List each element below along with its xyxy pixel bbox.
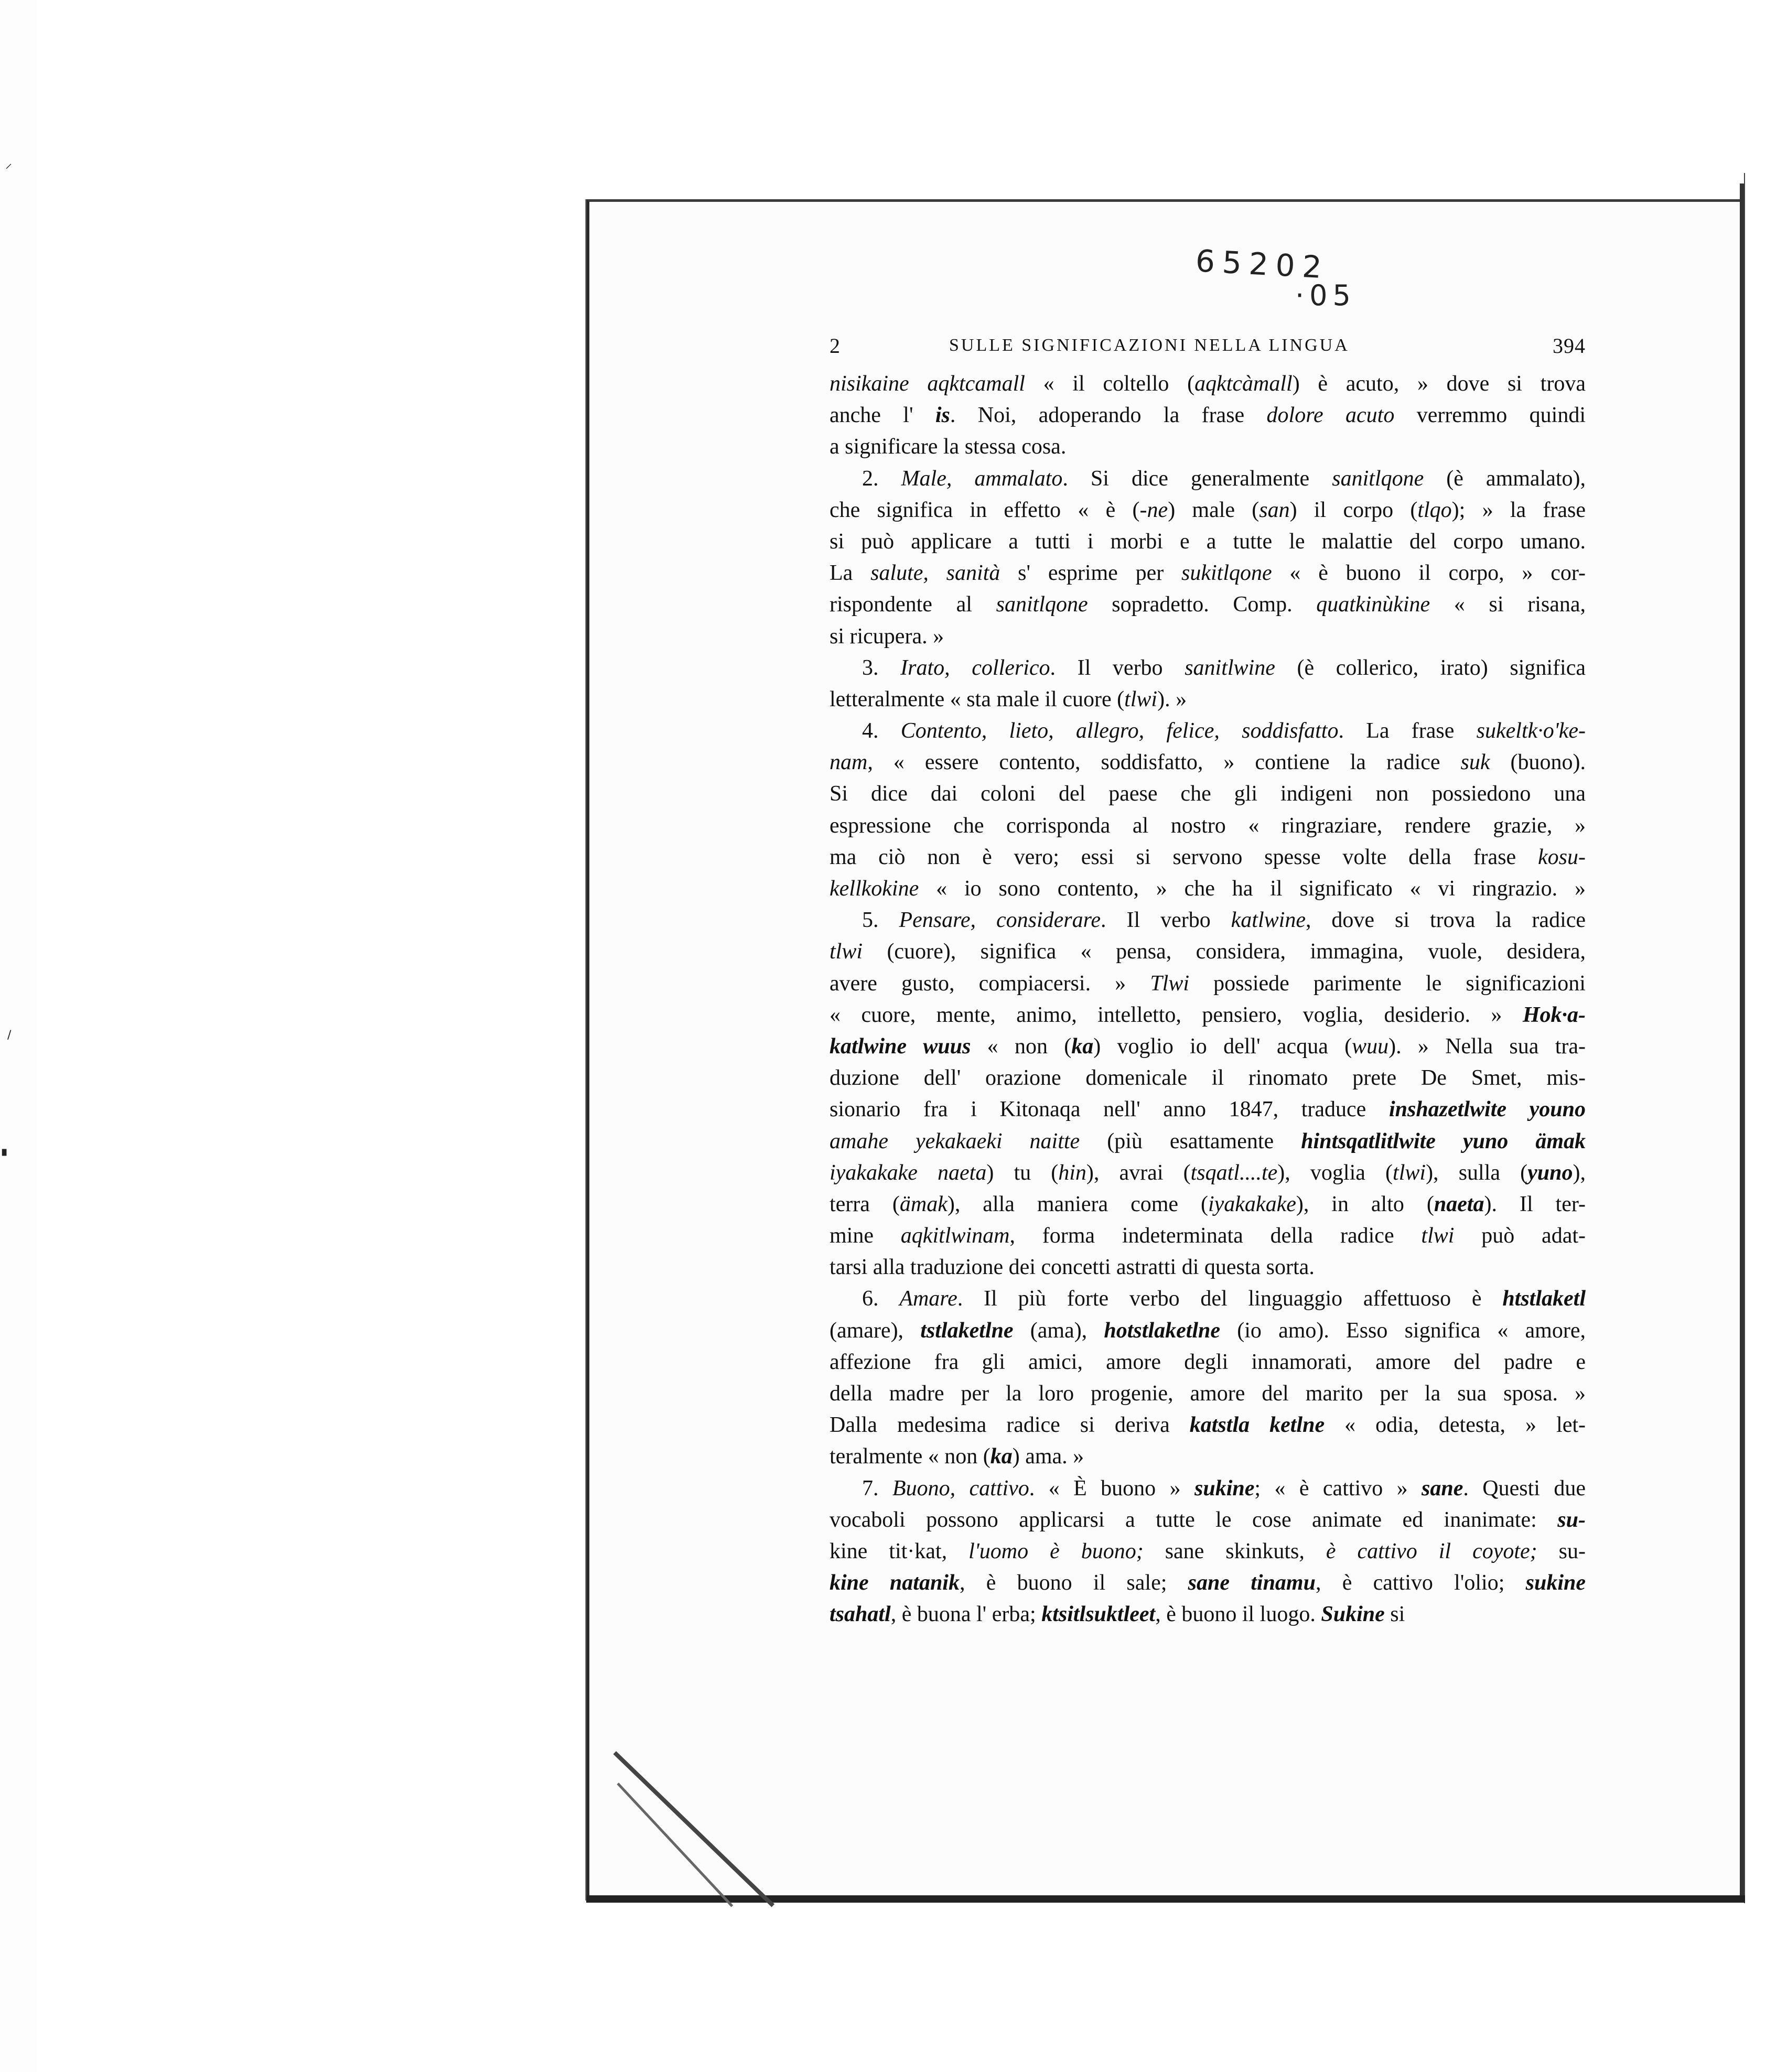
- text-run: s' esprime per: [1000, 561, 1181, 586]
- text-line: [830, 1315, 1586, 1346]
- italic-term: ne: [1147, 498, 1168, 522]
- italic-term: amahe yekakaeki naitte: [830, 1129, 1080, 1153]
- italic-term: sukine: [1525, 1571, 1586, 1595]
- text-run: ),: [1573, 1160, 1586, 1185]
- italic-term: Hok·a-: [1522, 1002, 1586, 1027]
- text-run: sopradetto. Comp.: [1088, 592, 1317, 617]
- italic-term: sukine: [1194, 1476, 1255, 1501]
- italic-term: sanitlqone: [996, 592, 1088, 617]
- text-line: [830, 999, 1586, 1031]
- text-run: « si risana,: [1430, 592, 1586, 617]
- text-run: . Noi, adoperando la frase: [950, 403, 1267, 428]
- italic-term: ka: [990, 1444, 1013, 1469]
- text-line: [830, 1189, 1586, 1220]
- text-run: ) voglio io dell' acqua (: [1093, 1034, 1352, 1059]
- text-run: teralmente « non (: [830, 1444, 991, 1469]
- text-line: [830, 1504, 1586, 1536]
- italic-term: san: [1259, 498, 1290, 522]
- text-run: anche l': [830, 403, 935, 428]
- text-run: « io sono contento, » che ha il significato « vi ringrazio. »: [919, 877, 1586, 901]
- text-run: . Questi due: [1463, 1476, 1586, 1501]
- text-line: [830, 589, 1586, 620]
- italic-term: Amare: [899, 1287, 957, 1311]
- text-line: [830, 1473, 1586, 1504]
- text-run: ma ciò non è vero; essi si servono spesse volte della frase: [830, 845, 1538, 869]
- text-line: [830, 810, 1586, 841]
- page-number-right: 394: [1553, 334, 1586, 358]
- text-run: 6.: [862, 1287, 900, 1311]
- text-line: [830, 936, 1586, 967]
- text-line: [830, 778, 1586, 810]
- text-run: . Il verbo: [1101, 908, 1231, 933]
- text-run: letteralmente « sta male il cuore (: [830, 687, 1125, 711]
- text-line: [830, 1126, 1586, 1157]
- italic-term: kosu-: [1538, 845, 1586, 869]
- text-run: ) tu (: [986, 1160, 1059, 1185]
- italic-term: dolore acuto: [1266, 403, 1395, 428]
- text-run: « cuore, mente, animo, intelletto, pensiero, voglia, desiderio. »: [830, 1002, 1523, 1027]
- text-line: [830, 841, 1586, 873]
- text-run: Dalla medesima radice si deriva: [830, 1413, 1190, 1438]
- text-line: [830, 1599, 1586, 1630]
- text-run: , è buono il luogo.: [1155, 1602, 1321, 1627]
- italic-term: hotstlaketlne: [1104, 1318, 1221, 1343]
- italic-term: tlwi: [1124, 687, 1158, 711]
- text-run: sionario fra i Kitonaqa nell' anno 1847, traduce: [830, 1097, 1389, 1122]
- text-run: . La frase: [1338, 719, 1477, 743]
- text-run: rispondente al: [830, 592, 996, 617]
- text-run: espressione che corrisponda al nostro « ringraziare, rendere grazie, »: [830, 813, 1586, 838]
- text-run: tarsi alla traduzione dei concetti astratti di questa sorta.: [830, 1255, 1315, 1280]
- italic-term: katstla ketlne: [1189, 1413, 1325, 1438]
- text-run: Si dice dai coloni del paese che gli indigeni non possiedono una: [830, 782, 1586, 806]
- text-run: La: [830, 561, 871, 586]
- text-line: [830, 1094, 1586, 1125]
- italic-term: Irato, collerico: [900, 655, 1050, 680]
- text-run: ). Il ter-: [1484, 1192, 1586, 1216]
- italic-term: , l'uomo è buono;: [941, 1539, 1165, 1563]
- scan-speck: /: [7, 1029, 12, 1042]
- text-line: [830, 968, 1586, 999]
- text-run: , è buona l' erba;: [890, 1602, 1042, 1627]
- text-run: , è cattivo l'olio;: [1315, 1571, 1526, 1595]
- text-run: « è buono il corpo, » cor-: [1272, 561, 1586, 586]
- italic-term: is: [935, 403, 950, 428]
- italic-term: ktsitlsuktleet: [1041, 1602, 1156, 1627]
- text-line: [830, 1062, 1586, 1094]
- italic-term: hintsqatlitlwite yuno ämak: [1301, 1129, 1586, 1153]
- text-run: a significare la stessa cosa.: [830, 435, 1067, 459]
- text-run: ), avrai (: [1086, 1160, 1191, 1185]
- italic-term: tlwi: [830, 940, 863, 964]
- italic-term: inshazetlwite youno: [1388, 1097, 1586, 1122]
- text-run: ), in alto (: [1296, 1192, 1434, 1216]
- text-line: [830, 684, 1586, 715]
- text-run: , dove si trova la radice: [1305, 908, 1586, 933]
- text-run: avere gusto, compiacersi. »: [830, 971, 1150, 996]
- text-run: , « essere contento, soddisfatto, » contiene la radice: [867, 750, 1461, 775]
- text-line: [830, 1409, 1586, 1441]
- italic-term: ka: [1071, 1034, 1094, 1059]
- italic-term: sane: [1422, 1476, 1463, 1501]
- text-line: [830, 400, 1586, 431]
- text-line: [830, 1220, 1586, 1251]
- italic-term: tlwi: [1393, 1160, 1426, 1185]
- text-run: 7.: [862, 1476, 892, 1501]
- text-run: sane skinkuts: [1165, 1539, 1299, 1563]
- text-line: [830, 747, 1586, 778]
- text-run: si può applicare a tutti i morbi e a tutte le malattie del corpo umano.: [830, 529, 1586, 554]
- text-run: verremmo quindi: [1394, 403, 1586, 428]
- text-run: , è buono il sale;: [959, 1571, 1188, 1595]
- next-page-margin: [1744, 173, 1787, 1903]
- italic-term: su-: [1557, 1507, 1586, 1532]
- running-header: [830, 333, 1586, 360]
- italic-term: aqkitlwinam: [900, 1224, 1010, 1248]
- text-line: [830, 873, 1586, 904]
- italic-term: tlwi: [1421, 1224, 1455, 1248]
- italic-term: ämak: [899, 1192, 948, 1216]
- italic-term: iyakakake: [1208, 1192, 1296, 1216]
- text-line: [830, 1536, 1586, 1567]
- text-run: 2.: [862, 466, 901, 491]
- text-run: della madre per la loro progenie, amore del marito per la sua sposa. »: [830, 1382, 1586, 1406]
- italic-term: Pensare, considerare: [899, 908, 1101, 933]
- italic-term: tsahatl: [830, 1602, 891, 1627]
- handwritten-catalog-number: [1194, 243, 1363, 320]
- scan-left-margin: [0, 0, 37, 2072]
- text-line: [830, 1378, 1586, 1409]
- text-run: (è collerico, irato) significa: [1275, 655, 1586, 680]
- text-line: [830, 494, 1586, 526]
- italic-term: nam: [830, 750, 868, 775]
- text-run: ), voglia (: [1277, 1160, 1393, 1185]
- text-run: possiede parimente le significazioni: [1189, 971, 1586, 996]
- text-run: (io amo). Esso significa « amore,: [1220, 1318, 1586, 1343]
- text-line: [830, 621, 1586, 652]
- italic-term: sukeltk·o'ke-: [1476, 719, 1586, 743]
- text-run: si: [1384, 1602, 1405, 1627]
- text-line: [830, 1283, 1586, 1314]
- text-run: che significa in effetto « è (-: [830, 498, 1147, 522]
- text-run: ; « è cattivo »: [1254, 1476, 1422, 1501]
- text-run: (ama),: [1013, 1318, 1104, 1343]
- handwritten-line-2: ·05: [1295, 279, 1356, 312]
- text-run: « odia, detesta, » let-: [1325, 1413, 1586, 1438]
- italic-term: sane tinamu: [1188, 1571, 1316, 1595]
- text-run: terra (: [830, 1192, 900, 1216]
- text-run: « non (: [971, 1034, 1072, 1059]
- text-run: . Il verbo: [1050, 655, 1185, 680]
- scan-speck: ⸝: [5, 156, 13, 171]
- text-run: (cuore), significa « pensa, considera, immagina, vuole, desidera,: [863, 940, 1586, 964]
- italic-term: yuno: [1527, 1160, 1573, 1185]
- text-run: duzione dell' orazione domenicale il rinomato prete De Smet, mis-: [830, 1066, 1586, 1091]
- text-run: . Il più forte verbo del linguaggio affettuoso è: [957, 1287, 1503, 1311]
- italic-term: aqktcàmall: [1194, 372, 1293, 396]
- text-run: ) ama. »: [1012, 1444, 1084, 1469]
- text-run: ). » Nella sua tra-: [1388, 1034, 1586, 1059]
- handwritten-line-1: 65202: [1194, 243, 1330, 286]
- text-run: si ricupera. »: [830, 624, 944, 649]
- text-run: affezione fra gli amici, amore degli innamorati, amore del padre e: [830, 1350, 1586, 1374]
- text-run: ); » la frase: [1451, 498, 1586, 522]
- text-line: [830, 1441, 1586, 1472]
- italic-term: sukitlqone: [1181, 561, 1272, 586]
- text-run: 5.: [862, 908, 899, 933]
- body-text: [830, 368, 1586, 1631]
- text-run: su-: [1558, 1539, 1586, 1563]
- text-run: , forma indeterminata della radice: [1009, 1224, 1422, 1248]
- text-run: . « È buono »: [1029, 1476, 1194, 1501]
- italic-term: Male, ammalato: [901, 466, 1063, 491]
- italic-term: htstlaketl: [1502, 1287, 1586, 1311]
- text-run: può adat-: [1454, 1224, 1586, 1248]
- scan-speck: ▖: [2, 1143, 11, 1156]
- text-run: mine: [830, 1224, 901, 1248]
- text-run: kine tit·kat: [830, 1539, 942, 1563]
- text-line: [830, 904, 1586, 936]
- italic-term: , è cattivo il coyote;: [1299, 1539, 1559, 1563]
- page-number-left: 2: [830, 334, 842, 358]
- italic-term: wuu: [1352, 1034, 1389, 1059]
- text-run: (è ammalato),: [1424, 466, 1586, 491]
- italic-term: kellkokine: [830, 877, 919, 901]
- italic-term: kine natanik: [830, 1571, 960, 1595]
- text-run: (amare),: [830, 1318, 921, 1343]
- italic-term: tsqatl....te: [1190, 1160, 1278, 1185]
- italic-term: salute, sanità: [870, 561, 1000, 586]
- text-run: ), sulla (: [1426, 1160, 1528, 1185]
- italic-term: nisikaine aqktcamall: [830, 372, 1025, 396]
- italic-term: tlqo: [1417, 498, 1452, 522]
- text-run: (più esattamente: [1080, 1129, 1301, 1153]
- italic-term: sanitlqone: [1332, 466, 1424, 491]
- text-line: [830, 1251, 1586, 1283]
- text-line: [830, 1157, 1586, 1189]
- text-line: [830, 1346, 1586, 1378]
- text-line: [830, 526, 1586, 557]
- italic-term: iyakakake naeta: [830, 1160, 987, 1185]
- text-run: ). »: [1157, 687, 1187, 711]
- text-run: « il coltello (: [1025, 372, 1195, 396]
- page-edge-shadow: [1740, 184, 1744, 1898]
- text-line: [830, 463, 1586, 494]
- text-run: 3.: [862, 655, 901, 680]
- italic-term: naeta: [1434, 1192, 1484, 1216]
- text-run: ) male (: [1168, 498, 1259, 522]
- italic-term: quatkinùkine: [1316, 592, 1430, 617]
- text-run: (buono).: [1490, 750, 1586, 775]
- italic-term: Buono, cattivo: [892, 1476, 1029, 1501]
- italic-term: Sukine: [1321, 1602, 1385, 1627]
- italic-term: sanitlwine: [1185, 655, 1275, 680]
- text-run: . Si dice generalmente: [1062, 466, 1332, 491]
- italic-term: Contento, lieto, allegro, felice, soddisfatto: [900, 719, 1339, 743]
- text-line: [830, 557, 1586, 589]
- text-line: [830, 1567, 1586, 1599]
- text-run: vocaboli possono applicarsi a tutte le cose animate ed inanimate:: [830, 1507, 1558, 1532]
- text-line: [830, 715, 1586, 747]
- text-line: [830, 1031, 1586, 1062]
- text-run: 4.: [862, 719, 901, 743]
- italic-term: tstlaketlne: [920, 1318, 1014, 1343]
- text-run: ) il corpo (: [1289, 498, 1418, 522]
- italic-term: Tlwi: [1150, 971, 1190, 996]
- text-run: ), alla maniera come (: [947, 1192, 1208, 1216]
- text-line: [830, 368, 1586, 400]
- italic-term: hin: [1058, 1160, 1086, 1185]
- text-run: ) è acuto, » dove si trova: [1292, 372, 1586, 396]
- running-title: SULLE SIGNIFICAZIONI NELLA LINGUA: [949, 336, 1350, 355]
- text-line: [830, 431, 1586, 462]
- italic-term: katlwine: [1231, 908, 1306, 933]
- italic-term: katlwine wuus: [830, 1034, 971, 1059]
- text-line: [830, 652, 1586, 684]
- italic-term: suk: [1460, 750, 1490, 775]
